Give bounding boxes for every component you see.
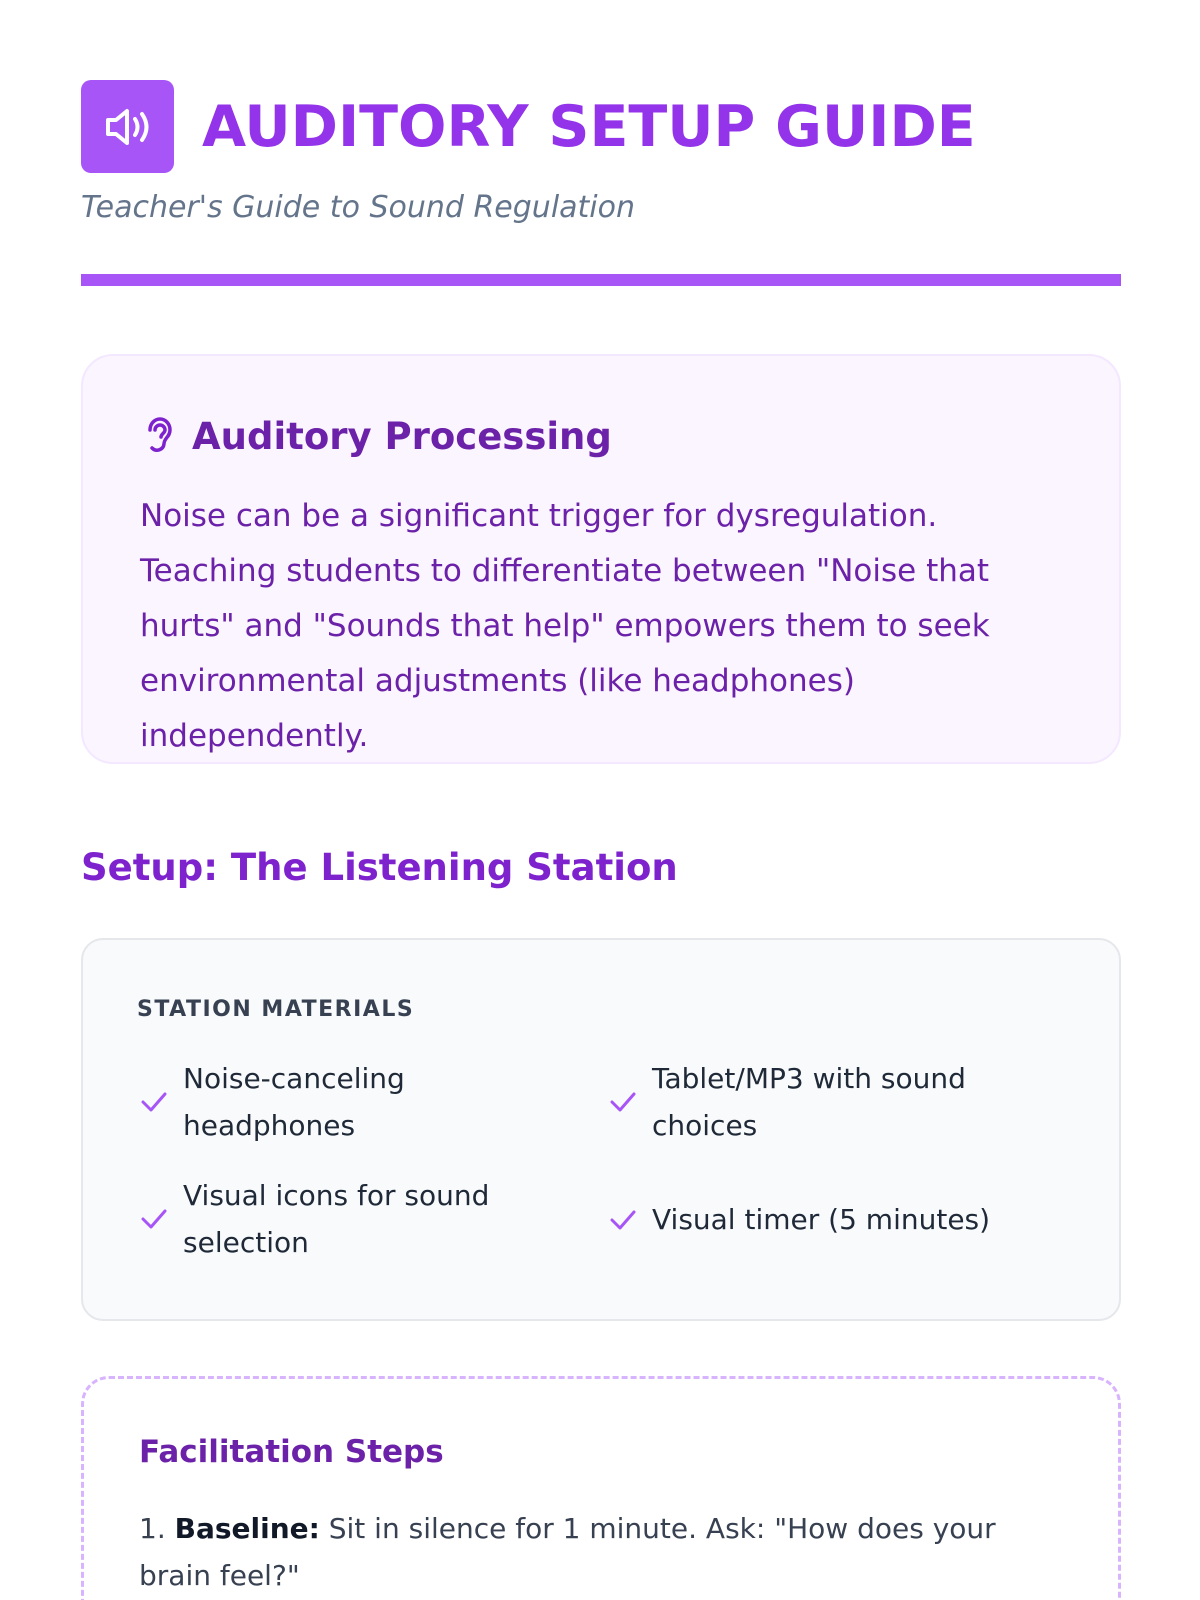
page-header — [81, 80, 1121, 174]
header-divider — [81, 274, 1121, 286]
ear-icon — [140, 414, 178, 458]
step-label: Baseline: — [174, 1512, 320, 1545]
materials-label: STATION MATERIALS — [137, 997, 415, 1022]
info-heading-text: Auditory Processing — [192, 414, 612, 458]
info-heading — [140, 411, 612, 461]
materials-item-text: Visual timer (5 minutes) — [652, 1203, 991, 1236]
page-title: AUDITORY SETUP GUIDE — [202, 94, 976, 160]
materials-item — [606, 1055, 1026, 1149]
materials-item-text: Noise-canceling headphones — [183, 1061, 405, 1142]
check-icon — [137, 1085, 171, 1119]
speaker-volume-icon — [81, 80, 174, 173]
step-number: 1. — [139, 1512, 166, 1545]
materials-item — [137, 1172, 557, 1266]
materials-item-text: Tablet/MP3 with sound choices — [652, 1062, 966, 1142]
section-heading: Setup: The Listening Station — [81, 846, 678, 889]
page-subtitle: Teacher's Guide to Sound Regulation — [81, 190, 636, 225]
auditory-processing-card — [81, 354, 1121, 764]
check-icon — [606, 1203, 640, 1237]
step-text: Sit in silence for 1 minute. Ask: "How does your brain feel?" — [139, 1512, 996, 1592]
materials-item — [606, 1196, 1066, 1243]
facilitation-steps-card — [81, 1376, 1121, 1600]
steps-heading: Facilitation Steps — [139, 1434, 444, 1470]
step-item — [139, 1505, 1059, 1599]
materials-item — [137, 1061, 577, 1142]
check-icon — [606, 1085, 640, 1119]
materials-item-text: Visual icons for sound selection — [183, 1179, 490, 1259]
guide-page — [81, 0, 1121, 1600]
info-body: Noise can be a significant trigger for dysregulation. Teaching students to differentiate between "Noise that hurts" and "Sounds that help" empowers them to seek environmental adjustments (like headphones) independently. — [140, 498, 990, 754]
check-icon — [137, 1202, 171, 1236]
station-materials-card — [81, 938, 1121, 1321]
